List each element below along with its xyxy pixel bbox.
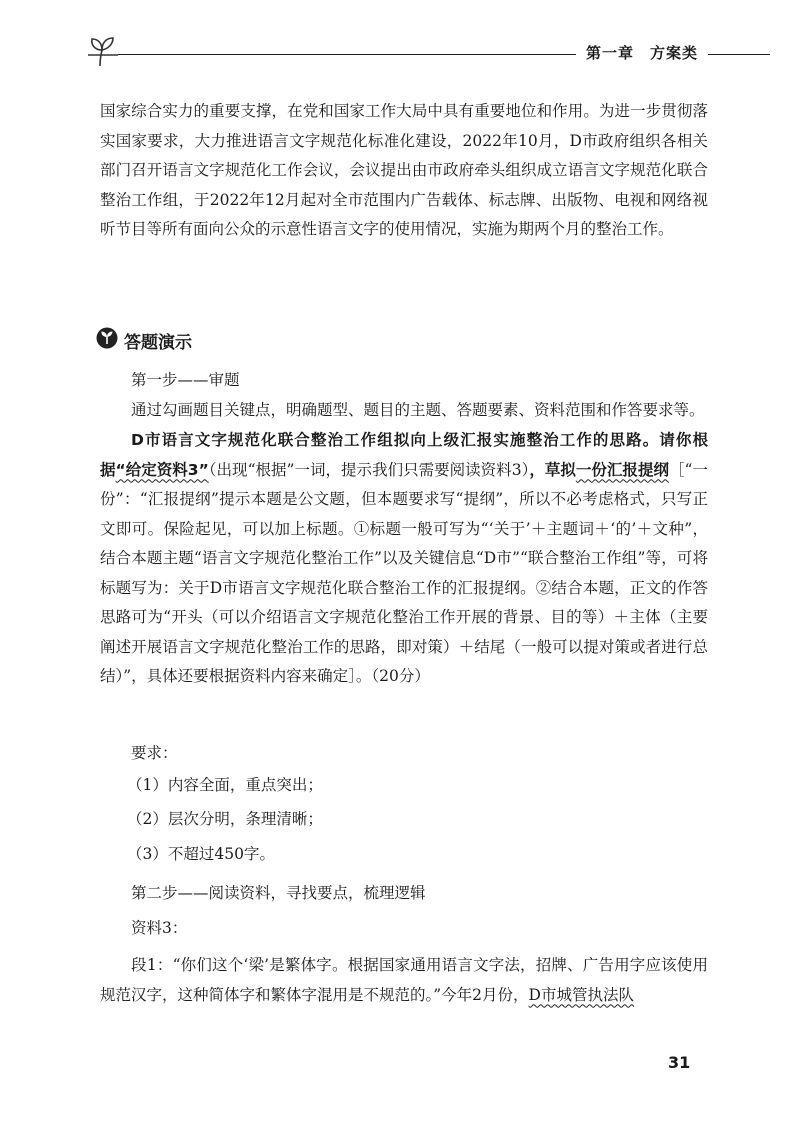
material-text: 段1：“你们这个‘梁’是繁体字。根据国家通用语言文字法，招牌、广告用字应该使用规范汉字，这种简体字和繁体字混用是不规范的。”今年2月份，	[100, 956, 708, 1004]
requirement-item: （1）内容全面，重点突出；	[127, 776, 323, 794]
step2-title: 第二步——阅读资料，寻找要点，梳理逻辑	[131, 884, 426, 902]
requirements-label: 要求：	[131, 744, 178, 762]
leaf-badge-icon	[96, 327, 118, 349]
intro-paragraph: 国家综合实力的重要支撑，在党和国家工作大局中具有重要地位和作用。为进一步贯彻落实国家要求，大力推进语言文字规范化标准化建设，2022年10月，D市政府组织各相关部门召开语言文字规范化工作会议，会议提出由市政府牵头组织成立语言文字规范化联合整治工作组，于2022年12月起对全市范围内广告载体、标志牌、出版物、电视和网络视听节目等所有面向公众的示意性语言文字的使用情况，实施为期两个月的整治工作。	[100, 102, 708, 238]
material-paragraph	[100, 951, 708, 1010]
step1-title: 第一步——审题	[131, 371, 240, 389]
question-please: 请你根据	[100, 431, 708, 479]
material-label: 资料3：	[131, 919, 188, 937]
question-block	[100, 426, 708, 692]
running-header	[88, 34, 770, 68]
material-highlight: D市城管执法队	[528, 985, 634, 1004]
step1-text: 通过勾画题目关键点，明确题型、题目的主题、答题要素、资料范围和作答要求等。	[131, 401, 705, 419]
requirement-item: （2）层次分明，条理清晰；	[127, 810, 323, 828]
chapter-title: 第一章 方案类	[576, 42, 708, 63]
question-task: 一份汇报提纲	[575, 460, 669, 479]
material-note: （出现“根据”一词，提示我们只需要阅读资料3）	[208, 460, 530, 479]
question-task-pre: ，草拟	[529, 460, 576, 479]
section-title: 答题演示	[124, 333, 192, 353]
page-number: 31	[668, 1053, 691, 1072]
sprout-icon	[88, 34, 118, 68]
question-material: “给定资料3”	[115, 460, 209, 479]
requirement-item: （3）不超过450字。	[127, 845, 275, 863]
question-text: D市语言文字规范化联合整治工作组拟向上级汇报实施整治工作的思路。	[131, 431, 660, 449]
analysis-text: ［“一份”：“汇报提纲”提示本题是公文题，但本题要求写“提纲”，所以不必考虑格式，只写正文即可。保险起见，可以加上标题。①标题一般可写为“‘关于’＋主题词＋‘的’＋文种”，结合本题主题“语言文字规范化整治工作”以及关键信息“D市”“联合整治工作组”等，可将标题写为：关于D市语言文字规范化联合整治工作的汇报提纲。②结合本题，正文的作答思路可为“开头（可以介绍语言文字规范化整治工作开展的背景、目的等）＋主体（主要阐述开展语言文字规范化整治工作的思路，即对策）＋结尾（一般可以提对策或者进行总结）”，具体还要根据资料内容来确定］。（20分）	[100, 460, 708, 685]
